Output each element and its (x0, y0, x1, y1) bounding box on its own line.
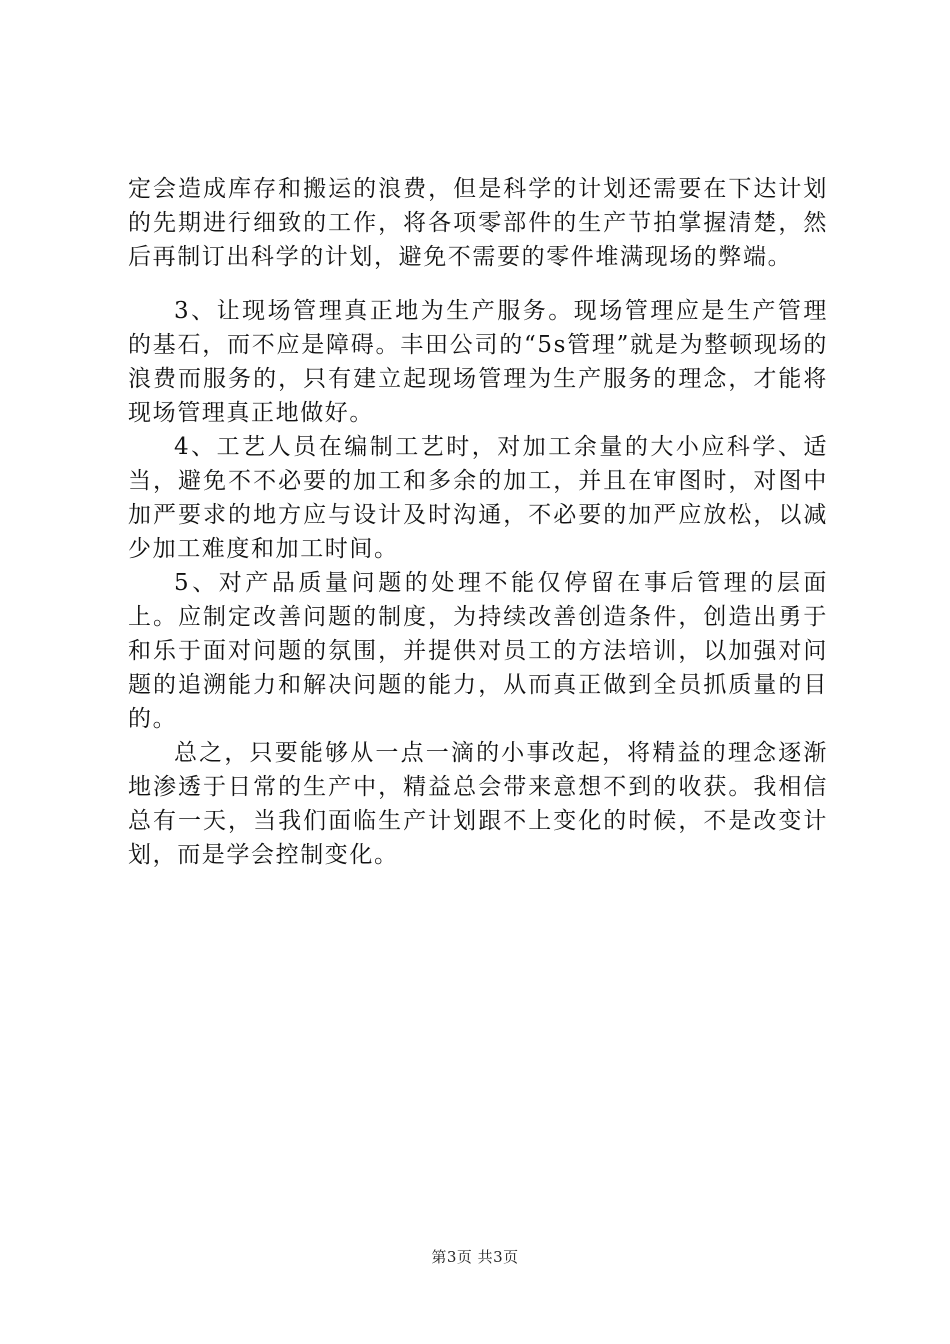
document-body (128, 172, 828, 872)
page-number-footer: 第3页 共3页 (431, 1248, 519, 1266)
paragraph-gap (128, 274, 828, 294)
paragraph-item-4: 4、工艺人员在编制工艺时，对加工余量的大小应科学、适当，避免不不必要的加工和多余的加工，并且在审图时，对图中加严要求的地方应与设计及时沟通，不必要的加严应放松，以减少加工难度和加工时间。 (128, 434, 828, 562)
paragraph-continuation: 定会造成库存和搬运的浪费，但是科学的计划还需要在下达计划的先期进行细致的工作，将各项零部件的生产节拍掌握清楚，然后再制订出科学的计划，避免不需要的零件堆满现场的弊端。 (128, 176, 828, 270)
paragraph-item-3: 3、让现场管理真正地为生产服务。现场管理应是生产管理的基石，而不应是障碍。丰田公司的“5s管理”就是为整顿现场的浪费而服务的，只有建立起现场管理为生产服务的理念，才能将现场管理真正地做好。 (128, 298, 828, 426)
paragraph-item-5: 5、对产品质量问题的处理不能仅停留在事后管理的层面上。应制定改善问题的制度，为持续改善创造条件，创造出勇于和乐于面对问题的氛围，并提供对员工的方法培训，以加强对问题的追溯能力和解决问题的能力，从而真正做到全员抓质量的目的。 (128, 570, 828, 732)
paragraph-conclusion: 总之，只要能够从一点一滴的小事改起，将精益的理念逐渐地渗透于日常的生产中，精益总会带来意想不到的收获。我相信总有一天，当我们面临生产计划跟不上变化的时候，不是改变计划，而是学会控制变化。 (128, 740, 828, 868)
